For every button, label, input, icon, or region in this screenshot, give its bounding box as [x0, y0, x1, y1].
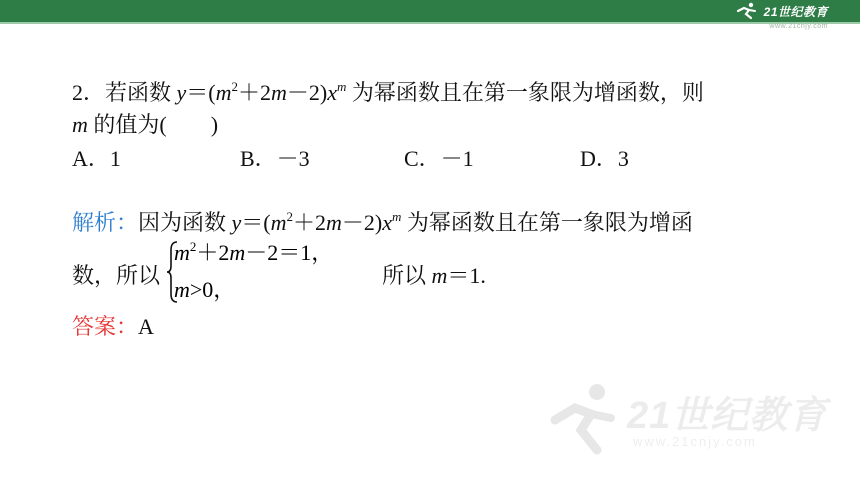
analysis-heading: 解析： — [72, 210, 139, 235]
option-a[interactable]: A．1 — [72, 146, 121, 171]
analysis-line-2-prefix: 数，所以 — [72, 263, 161, 288]
header-bar — [0, 0, 860, 22]
equation-system — [166, 239, 334, 304]
watermark: 21世纪教育 www.21cnjy.com — [545, 380, 845, 470]
option-b[interactable]: B．－3 — [240, 146, 310, 171]
analysis-conclusion: 所以 m＝1. — [382, 263, 486, 288]
question-line-1: 2．若函数 $y=(m^2+2m-2)x^m$ 为幂函数且在第一象限为增函数，则 — [72, 79, 704, 105]
question-number: 2． — [72, 80, 106, 105]
header-logo-sub: www.21cnjy.com — [769, 23, 828, 30]
answer-line — [72, 312, 154, 342]
runner-logo-icon — [734, 2, 760, 20]
option-d[interactable]: D．3 — [580, 146, 629, 171]
header-logo-text: 21世纪教育 — [763, 4, 828, 19]
answer-value: A — [138, 314, 154, 339]
runner-watermark-icon — [545, 380, 625, 460]
answer-heading: 答案： — [72, 314, 139, 339]
equation-row-2: m>0， — [174, 277, 236, 302]
option-c[interactable]: C．－1 — [404, 146, 474, 171]
question-line-2: m 的值为( ) — [72, 112, 219, 137]
options-row — [72, 144, 792, 174]
header-logo — [734, 1, 828, 30]
analysis-line-1: 解析：因为函数 $y=(m^2+2m-2)x^m$ 为幂函数且在第一象限为增函 — [72, 209, 693, 235]
header-divider — [0, 22, 860, 24]
equation-row-1: $m^2+2m-2=1$， — [174, 239, 334, 265]
